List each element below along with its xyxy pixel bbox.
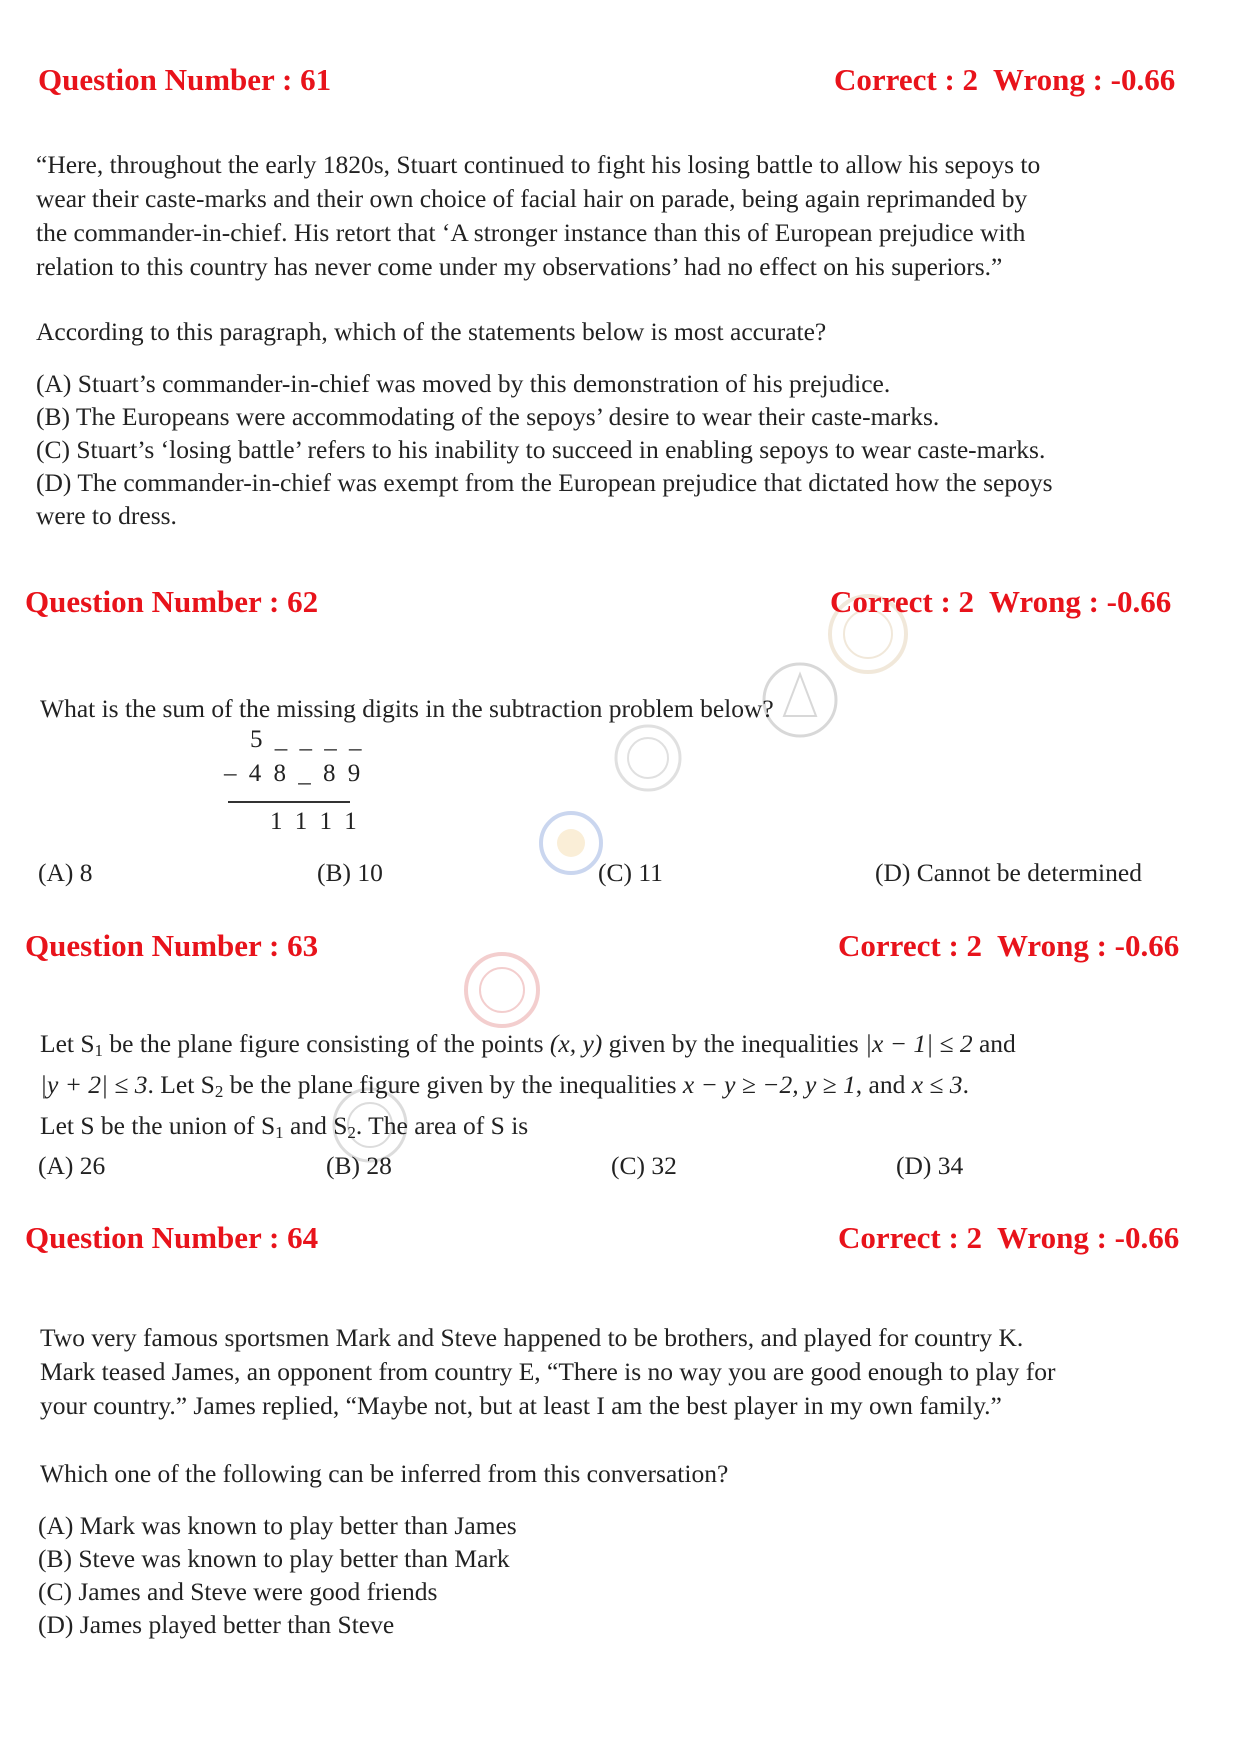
watermark-seal-3 [612,722,684,794]
question-header-62 [0,584,1240,624]
question-header-63 [0,928,1240,968]
question-number: Question Number : 61 [38,62,332,97]
question-63-text [40,1027,1016,1150]
marks-label: Correct : 2 Wrong : -0.66 [838,1220,1180,1255]
subtraction-middle-row: – 4 8 _ 8 9 [224,760,364,787]
text-line-3: Let S be the union of $S_1$ and $S_2$. The area of S is [40,1111,529,1142]
option-b: (B) 28 [326,1151,392,1180]
option-c: (C) 32 [611,1151,677,1180]
option-a: (A) Mark was known to play better than James [38,1511,517,1540]
option-a: (A) Stuart’s commander-in-chief was moved by this demonstration of his prejudice. [36,369,891,398]
question-header-61 [0,62,1240,102]
question-64-prompt [40,1457,728,1491]
question-61-passage [36,148,1040,284]
option-c: (C) 11 [598,858,663,887]
text-line-1: Let $S_1$ be the plane figure consisting of the points (x, y) given by the inequalities |x − 1| ≤ 2 and [40,1029,1016,1060]
passage-line: your country.” James replied, “Maybe not, but at least I am the best player in my own family.” [40,1391,1002,1420]
subtraction-top-row: 5 _ _ _ _ [250,726,365,753]
passage-line: relation to this country has never come under my observations’ had no effect on his superiors.” [36,252,1003,281]
option-d: (D) 34 [896,1151,964,1180]
option-a: (A) 26 [38,1151,106,1180]
option-a: (A) 8 [38,858,93,887]
question-61-prompt [36,315,826,349]
question-number: Question Number : 63 [25,928,319,963]
subtraction-result-row: 1 1 1 1 [270,808,360,835]
marks-label: Correct : 2 Wrong : -0.66 [838,928,1180,963]
option-d: (D) James played better than Steve [38,1610,395,1639]
option-d-continued: were to dress. [36,501,177,530]
option-d: (D) The commander-in-chief was exempt from the European prejudice that dictated how the sepoys [36,468,1053,497]
passage-line: wear their caste-marks and their own choice of facial hair on parade, being again reprimanded by [36,184,1028,213]
option-c: (C) James and Steve were good friends [38,1577,438,1606]
question-number: Question Number : 62 [25,584,319,619]
question-62-prompt [40,692,774,726]
prompt-text: Which one of the following can be inferred from this conversation? [40,1459,729,1488]
passage-line: “Here, throughout the early 1820s, Stuart continued to fight his losing battle to allow his sepoys to [36,150,1041,179]
option-b: (B) The Europeans were accommodating of the sepoys’ desire to wear their caste-marks. [36,402,940,431]
passage-line: the commander-in-chief. His retort that ‘A stronger instance than this of European prejudice with [36,218,1026,247]
passage-line: Two very famous sportsmen Mark and Steve happened to be brothers, and played for country K. [40,1323,1024,1352]
marks-label: Correct : 2 Wrong : -0.66 [834,62,1176,97]
subtraction-rule [228,801,350,803]
option-b: (B) Steve was known to play better than Mark [38,1544,510,1573]
option-d: (D) Cannot be determined [875,858,1142,887]
question-header-64 [0,1220,1240,1260]
watermark-seal-4 [534,806,608,880]
question-64-options [38,1509,517,1641]
prompt-text: What is the sum of the missing digits in the subtraction problem below? [40,694,774,723]
question-64-passage [40,1321,1055,1423]
marks-label: Correct : 2 Wrong : -0.66 [830,584,1172,619]
question-61-options [36,367,1053,532]
passage-line: Mark teased James, an opponent from country E, “There is no way you are good enough to play for [40,1357,1056,1386]
question-number: Question Number : 64 [25,1220,319,1255]
text-line-2: |y + 2| ≤ 3. Let $S_2$ be the plane figure given by the inequalities x − y ≥ −2, y ≥ 1, and x ≤ 3. [40,1070,969,1101]
option-b: (B) 10 [317,858,383,887]
prompt-text: According to this paragraph, which of the statements below is most accurate? [36,317,827,346]
option-c: (C) Stuart’s ‘losing battle’ refers to his inability to succeed in enabling sepoys to wear caste-marks. [36,435,1046,464]
